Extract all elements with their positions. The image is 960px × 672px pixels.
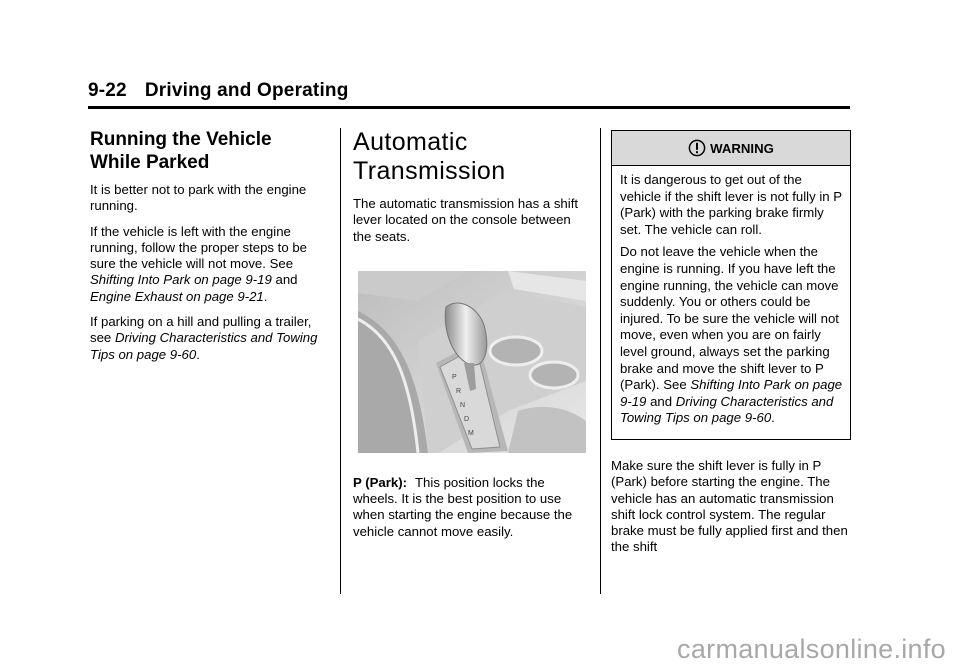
column-divider	[340, 128, 341, 594]
paragraph-text: If parking on a hill and pulling a trailer, see	[90, 314, 312, 346]
paragraph-text: .	[263, 288, 268, 304]
paragraph-text: and	[650, 393, 673, 409]
paragraph-text: .	[771, 410, 775, 426]
watermark: carmanualsonline.info	[677, 634, 946, 664]
column-divider	[600, 128, 601, 594]
section-name: Driving and Operating	[144, 80, 349, 101]
paragraph: It is better not to park with the engine running.	[90, 182, 307, 214]
paragraph: The automatic transmission has a shift lever located on the console between the seats.	[353, 196, 579, 244]
column-running-while-parked	[90, 128, 326, 372]
warning-body	[612, 166, 850, 439]
page-reference-link[interactable]: Shifting Into Park on page 9-19	[90, 272, 272, 288]
section-heading: Automatic Transmission	[353, 128, 506, 185]
paragraph-text: Do not leave the vehicle when the engine is running. If you have left the engine running, the vehicle can move suddenly. You or others could be injured. To be sure the vehicle will not move, even when you are on fairly level ground, always set the parking brake and move the shift lever to P (Park). See	[620, 244, 839, 393]
paragraph	[90, 314, 326, 363]
svg-text:D: D	[464, 415, 470, 423]
paragraph-text: .	[196, 346, 200, 362]
page-reference-link[interactable]: Engine Exhaust on page 9-21	[90, 288, 264, 304]
section-heading: Running the Vehicle While Parked	[90, 129, 272, 173]
page-reference-link[interactable]: Driving Characteristics and Towing Tips on page 9-60	[620, 393, 834, 426]
shift-lever-photo	[358, 271, 586, 453]
paragraph	[353, 475, 589, 540]
header-title	[88, 80, 850, 102]
svg-text:N: N	[460, 401, 466, 409]
warning-label: WARNING	[710, 140, 774, 156]
gear-term: P (Park):	[353, 474, 407, 490]
svg-text:R: R	[456, 387, 462, 395]
column-warning	[611, 128, 851, 565]
paragraph-text: and	[275, 272, 298, 288]
page-header	[88, 80, 850, 102]
paragraph	[620, 244, 844, 427]
paragraph: Make sure the shift lever is fully in P (Park) before starting the engine. The vehicle has an automatic transmission shift lock control system. The regular brake must be fully applied first and then the shift	[611, 457, 848, 555]
paragraph-text: If the vehicle is left with the engine running, follow the proper steps to be sure the vehicle will not move. See	[90, 223, 307, 272]
page-reference-link[interactable]: Shifting Into Park on page 9-19	[620, 377, 843, 409]
warning-header	[612, 131, 850, 166]
paragraph: It is dangerous to get out of the vehicle if the shift lever is not fully in P (Park) with the parking brake firmly set. The vehicle can roll.	[620, 172, 842, 237]
page-reference-link[interactable]: Driving Characteristics and Towing Tips on page 9-60	[90, 330, 318, 362]
warning-icon	[688, 139, 706, 157]
svg-text:P: P	[452, 373, 457, 381]
column-automatic-transmission	[353, 128, 589, 549]
svg-text:M: M	[468, 429, 474, 437]
warning-box	[611, 130, 851, 440]
page-number: 9-22	[88, 80, 127, 101]
header-rule	[88, 106, 850, 109]
paragraph-text: This position locks the wheels. It is the best position to use when starting the engine because the vehicle cannot move easily.	[353, 474, 573, 539]
shift-lever-illustration	[358, 271, 586, 453]
paragraph	[90, 224, 326, 305]
